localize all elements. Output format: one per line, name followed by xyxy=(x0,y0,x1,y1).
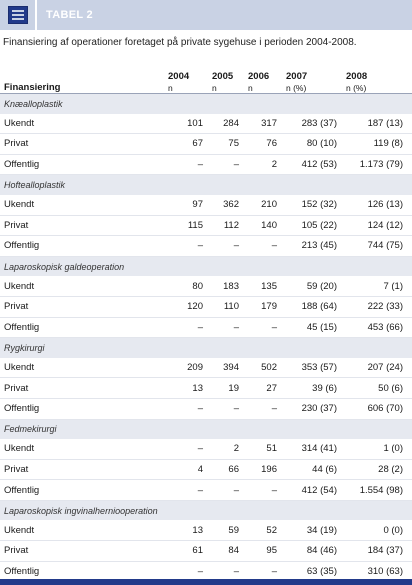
cell-2004: 4 xyxy=(168,459,212,480)
cell-2005: – xyxy=(212,236,248,257)
cell-2006: 27 xyxy=(248,378,286,399)
cell-2007: 39 (6) xyxy=(286,378,346,399)
cell-2005: 284 xyxy=(212,114,248,134)
row-label: Offentlig xyxy=(0,236,168,257)
row-label: Privat xyxy=(0,134,168,155)
cell-2007: 353 (57) xyxy=(286,358,346,378)
section-title: Laparoskopisk ingvinalherniooperation xyxy=(0,500,412,520)
section-header-row xyxy=(0,338,412,358)
row-label: Offentlig xyxy=(0,561,168,582)
section-title: Laparoskopisk galdeoperation xyxy=(0,256,412,276)
row-label: Ukendt xyxy=(0,114,168,134)
cell-2005: – xyxy=(212,561,248,582)
cell-2004: – xyxy=(168,480,212,501)
cell-2008: 606 (70) xyxy=(346,398,412,419)
table-row xyxy=(0,296,412,317)
cell-2004: 97 xyxy=(168,195,212,215)
cell-2008: 187 (13) xyxy=(346,114,412,134)
cell-2004: 67 xyxy=(168,134,212,155)
table-row xyxy=(0,154,412,175)
table-row xyxy=(0,215,412,236)
row-label: Privat xyxy=(0,296,168,317)
cell-2006: 140 xyxy=(248,215,286,236)
table-row xyxy=(0,114,412,134)
cell-2006: 196 xyxy=(248,459,286,480)
table-row xyxy=(0,480,412,501)
cell-2007: 34 (19) xyxy=(286,520,346,540)
cell-2007: 188 (64) xyxy=(286,296,346,317)
cell-2005: 110 xyxy=(212,296,248,317)
cell-2005: 112 xyxy=(212,215,248,236)
col-header-2005: 2005 n xyxy=(212,60,248,94)
table-caption: Finansiering af operationer foretaget på private sygehuse i perioden 2004-2008. xyxy=(3,37,357,48)
cell-2008: 7 (1) xyxy=(346,276,412,296)
col-header-2006: 2006 n xyxy=(248,60,286,94)
cell-2004: 61 xyxy=(168,541,212,562)
cell-2007: 152 (32) xyxy=(286,195,346,215)
table-row xyxy=(0,317,412,338)
cell-2008: 310 (63) xyxy=(346,561,412,582)
section-header-row xyxy=(0,256,412,276)
cell-2005: 183 xyxy=(212,276,248,296)
cell-2007: 213 (45) xyxy=(286,236,346,257)
col-header-2007: 2007 n (%) xyxy=(286,60,346,94)
row-label: Offentlig xyxy=(0,317,168,338)
cell-2007: 412 (54) xyxy=(286,480,346,501)
table-row xyxy=(0,236,412,257)
cell-2006: 52 xyxy=(248,520,286,540)
col-header-2008: 2008 n (%) xyxy=(346,60,412,94)
table-row xyxy=(0,358,412,378)
cell-2005: – xyxy=(212,154,248,175)
cell-2008: 1.554 (98) xyxy=(346,480,412,501)
table-body xyxy=(0,94,412,582)
cell-2006: 76 xyxy=(248,134,286,155)
cell-2007: 63 (35) xyxy=(286,561,346,582)
cell-2004: 13 xyxy=(168,520,212,540)
row-label: Ukendt xyxy=(0,520,168,540)
cell-2004: 115 xyxy=(168,215,212,236)
cell-2008: 222 (33) xyxy=(346,296,412,317)
cell-2005: 75 xyxy=(212,134,248,155)
section-title: Knæalloplastik xyxy=(0,94,412,114)
cell-2004: 209 xyxy=(168,358,212,378)
table-row xyxy=(0,195,412,215)
table-icon xyxy=(8,6,28,24)
row-label: Privat xyxy=(0,215,168,236)
cell-2007: 84 (46) xyxy=(286,541,346,562)
cell-2006: 179 xyxy=(248,296,286,317)
cell-2005: 59 xyxy=(212,520,248,540)
row-label: Offentlig xyxy=(0,154,168,175)
bottom-bar xyxy=(0,579,412,585)
cell-2008: 1 (0) xyxy=(346,439,412,459)
cell-2005: 66 xyxy=(212,459,248,480)
section-title: Rygkirurgi xyxy=(0,338,412,358)
row-label: Offentlig xyxy=(0,398,168,419)
cell-2007: 45 (15) xyxy=(286,317,346,338)
row-label: Ukendt xyxy=(0,276,168,296)
cell-2006: 135 xyxy=(248,276,286,296)
cell-2006: – xyxy=(248,317,286,338)
cell-2008: 453 (66) xyxy=(346,317,412,338)
section-header-row xyxy=(0,94,412,114)
cell-2004: – xyxy=(168,236,212,257)
cell-2004: – xyxy=(168,561,212,582)
row-label: Privat xyxy=(0,541,168,562)
table-row xyxy=(0,541,412,562)
col-header-2004: 2004 n xyxy=(168,60,212,94)
cell-2006: 317 xyxy=(248,114,286,134)
cell-2006: 502 xyxy=(248,358,286,378)
cell-2008: 207 (24) xyxy=(346,358,412,378)
cell-2004: – xyxy=(168,154,212,175)
table-title: TABEL 2 xyxy=(46,9,93,21)
row-label: Ukendt xyxy=(0,358,168,378)
cell-2004: – xyxy=(168,439,212,459)
cell-2005: 362 xyxy=(212,195,248,215)
cell-2006: – xyxy=(248,561,286,582)
row-label: Privat xyxy=(0,378,168,399)
cell-2007: 105 (22) xyxy=(286,215,346,236)
cell-2007: 314 (41) xyxy=(286,439,346,459)
cell-2006: 210 xyxy=(248,195,286,215)
cell-2006: 2 xyxy=(248,154,286,175)
table-row xyxy=(0,276,412,296)
cell-2008: 184 (37) xyxy=(346,541,412,562)
cell-2006: – xyxy=(248,398,286,419)
table-row xyxy=(0,439,412,459)
cell-2004: 80 xyxy=(168,276,212,296)
cell-2005: 84 xyxy=(212,541,248,562)
financing-table xyxy=(0,60,412,582)
cell-2005: – xyxy=(212,317,248,338)
section-header-row xyxy=(0,419,412,439)
cell-2008: 28 (2) xyxy=(346,459,412,480)
cell-2006: 95 xyxy=(248,541,286,562)
row-label: Offentlig xyxy=(0,480,168,501)
cell-2005: – xyxy=(212,480,248,501)
cell-2008: 50 (6) xyxy=(346,378,412,399)
cell-2004: – xyxy=(168,398,212,419)
cell-2006: – xyxy=(248,236,286,257)
table-row xyxy=(0,398,412,419)
cell-2004: 120 xyxy=(168,296,212,317)
cell-2008: 124 (12) xyxy=(346,215,412,236)
cell-2005: 394 xyxy=(212,358,248,378)
cell-2007: 80 (10) xyxy=(286,134,346,155)
table-header-bar xyxy=(0,0,412,30)
table-row xyxy=(0,520,412,540)
cell-2006: – xyxy=(248,480,286,501)
table-row xyxy=(0,459,412,480)
section-header-row xyxy=(0,175,412,195)
cell-2007: 412 (53) xyxy=(286,154,346,175)
section-title: Hoftealloplastik xyxy=(0,175,412,195)
table-row xyxy=(0,378,412,399)
cell-2007: 44 (6) xyxy=(286,459,346,480)
cell-2006: 51 xyxy=(248,439,286,459)
row-label: Privat xyxy=(0,459,168,480)
cell-2007: 283 (37) xyxy=(286,114,346,134)
cell-2008: 119 (8) xyxy=(346,134,412,155)
cell-2007: 59 (20) xyxy=(286,276,346,296)
header-divider xyxy=(35,0,37,30)
cell-2004: – xyxy=(168,317,212,338)
cell-2008: 0 (0) xyxy=(346,520,412,540)
cell-2008: 744 (75) xyxy=(346,236,412,257)
cell-2005: 2 xyxy=(212,439,248,459)
cell-2004: 101 xyxy=(168,114,212,134)
cell-2004: 13 xyxy=(168,378,212,399)
row-label: Ukendt xyxy=(0,195,168,215)
section-title: Fedmekirurgi xyxy=(0,419,412,439)
cell-2008: 1.173 (79) xyxy=(346,154,412,175)
cell-2007: 230 (37) xyxy=(286,398,346,419)
cell-2008: 126 (13) xyxy=(346,195,412,215)
header-row xyxy=(0,60,412,94)
row-label: Ukendt xyxy=(0,439,168,459)
table-row xyxy=(0,134,412,155)
cell-2005: 19 xyxy=(212,378,248,399)
section-header-row xyxy=(0,500,412,520)
col-header-financing: Finansiering xyxy=(0,60,168,94)
cell-2005: – xyxy=(212,398,248,419)
